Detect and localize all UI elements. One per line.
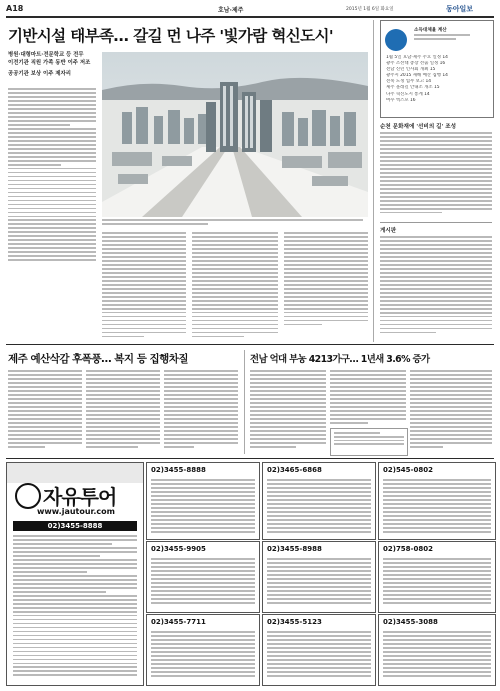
page-header [6,4,494,15]
travel-agency-ad[interactable] [6,462,144,686]
newspaper-logo: 동아일보 [446,5,474,13]
classified-ad-6[interactable] [378,541,496,613]
index-list [386,55,490,104]
top-headline: 기반시설 태부족… 갈길 먼 나주 '빛가람 혁신도시' [8,27,334,45]
ad-phone: 02)3455-8988 [267,545,322,553]
section-label: 호남·제주 [218,7,244,14]
classified-ad-8[interactable] [262,614,376,686]
city-aerial-photo [102,52,368,217]
top-story-body-col2 [102,232,186,340]
issue-date: 2015년 1월 6일 화요일 [346,7,394,12]
index-box [380,20,494,118]
classified-ad-2[interactable] [262,462,376,540]
kicker-line-2: 이전기관 직원 가족 동반 이주 저조 [8,59,91,66]
ad-brand-name: 자유투어 [43,485,117,509]
ad-top-band [7,463,143,483]
classified-ad-9[interactable] [378,614,496,686]
ad-phone: 02)3465-6868 [267,466,322,474]
top-story-body-col1 [8,88,96,268]
index-list-item: 전북 도정 업무 보고 14 [386,79,432,85]
ad-phone: 02)3455-7711 [151,618,206,626]
ad-listing-text [13,535,137,681]
column-divider [373,20,374,342]
index-list-item: 1월 5일 호남·제주 주요 일정 14 [386,55,448,60]
index-list-item: 광주시 2015 새해 예산 집행 14 [386,73,448,79]
ad-main-phone: 02)3455-8888 [47,522,103,530]
classified-ad-3[interactable] [378,462,496,540]
top-story-body-col3 [192,232,278,340]
kicker-line-3: 공공기관 보상 이주 제자리 [8,71,71,78]
ad-phone: 02)545-0802 [383,466,433,474]
index-list-item: 전남 신년 인사회 개최 15 [386,67,436,73]
classified-ad-1[interactable] [146,462,260,540]
bottom-right-body-col2 [330,370,406,426]
ad-phone: 02)3455-3088 [383,618,438,626]
classified-ad-5[interactable] [262,541,376,613]
classified-ad-7[interactable] [146,614,260,686]
data-table [330,428,408,456]
brand-logo-icon [15,483,41,509]
ad-phone: 02)3455-9905 [151,545,206,553]
top-kicker [8,52,100,79]
index-logo-badge [385,29,407,51]
sidebar-story-title: 순천 문화재에 '선비의 길' 조성 [380,124,457,130]
ad-phone: 02)758-0802 [383,545,433,553]
bottom-divider [244,350,245,454]
photo-caption [102,219,368,227]
bulletin-title: 게시판 [380,228,397,234]
page-number: A18 [6,4,24,13]
index-list-item: 광주 조선대 총장 선출 일정 16 [386,61,446,67]
classified-ad-4[interactable] [146,541,260,613]
index-box-lines [414,34,484,42]
index-list-item: 여수 엑스포 16 [386,97,416,103]
ad-url[interactable]: www.jautour.com [37,507,115,516]
kicker-line-1: 병원·대형마트·전문학교 등 전무 [8,52,84,58]
ad-phone: 02)3455-5123 [267,618,322,626]
top-story-body-col4 [284,232,368,340]
ad-phone: 02)3455-8888 [151,466,206,474]
bottom-right-headline: 전남 억대 부농 4213가구… 1년새 3.6% 증가 [250,354,430,365]
bottom-left-body-col1 [8,370,82,452]
bottom-left-body-col2 [86,370,160,452]
bottom-left-headline: 제주 예산삭감 후폭풍… 복지 등 집행차질 [8,353,189,365]
header-rule [6,16,494,18]
sidebar-story-body [380,132,492,220]
ad-phone-banner [13,521,137,531]
mid-rule [6,344,494,345]
index-list-item: 제주 올레길 안내소 개소 15 [386,85,440,91]
bulletin-body [380,236,492,340]
ad-section-rule [6,458,494,459]
index-box-title: 소득대체율 계산 [414,28,447,33]
bottom-right-body-col3 [410,370,492,454]
index-list-item: 나주 혁신도시 통계 14 [386,91,430,97]
sidebar-divider [380,222,492,223]
bottom-right-body-col1 [250,370,326,452]
bottom-left-body-col3 [164,370,238,452]
